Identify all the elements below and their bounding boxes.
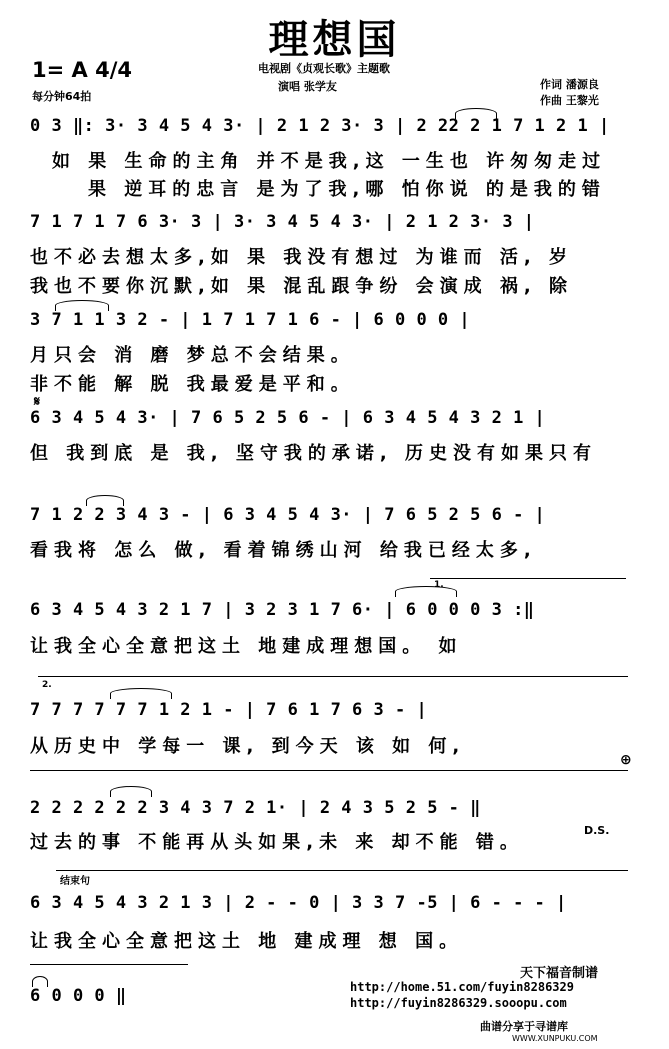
segno-mark: 𝄋 xyxy=(34,394,41,410)
score-row-4-notes: 6 3 4 5 4 3· | 7 6 5 2 5 6 - | 6 3 4 5 4 3 2 1 | xyxy=(30,408,546,428)
volta-1-label: 1. xyxy=(434,580,444,590)
watermark-site: WWW.XUNPUKU.COM xyxy=(512,1034,598,1043)
slur-mark xyxy=(395,586,457,597)
score-row-1-lyric-verse2: 果 逆耳的忠言 是为了我,哪 怕你说 的是我的错 xyxy=(88,179,606,200)
score-row-1-notes: 0 3 ‖: 3· 3 4 5 4 3· | 2 1 2 3· 3 | 2 22 2 1 7 1 2 1 | xyxy=(30,116,610,136)
slur-mark xyxy=(86,495,124,506)
score-row-7-notes: 7 7 7 7 7 7 1 2 1 - | 7 6 1 7 6 3 - | xyxy=(30,700,428,720)
score-row-6-lyric: 让我全心全意把这土 地建成理想国。 如 xyxy=(30,636,463,657)
score-row-3-lyric-verse1: 月只会 消 磨 梦总不会结果。 xyxy=(30,345,355,366)
slur-mark xyxy=(110,688,172,699)
volta-1-bracket xyxy=(430,578,626,579)
score-row-5-lyric: 看我将 怎么 做, 看着锦绣山河 给我已经太多, xyxy=(30,540,537,561)
score-row-2-lyric-verse1: 也不必去想太多,如 果 我没有想过 为谁而 活, 岁 xyxy=(30,247,574,268)
volta-2-bracket xyxy=(38,676,628,677)
section-divider xyxy=(30,770,628,771)
publisher-brand: 天下福音制谱 xyxy=(520,966,599,981)
score-row-7-lyric: 从历史中 学每一 课, 到今天 该 如 何, xyxy=(30,736,466,757)
score-row-2-lyric-verse2: 我也不要你沉默,如 果 混乱跟争纷 会演成 祸, 除 xyxy=(30,276,574,297)
score-row-3-notes: 3 7 1 1 3 2 - | 1 7 1 7 1 6 - | 6 0 0 0 | xyxy=(30,310,471,330)
score-row-4-lyric: 但 我到底 是 我, 坚守我的承诺, 历史没有如果只有 xyxy=(30,443,598,464)
watermark-text: 曲谱分享于寻谱库 xyxy=(480,1020,568,1033)
score-row-1-lyric-verse1: 如 果 生命的主角 并不是我,这 一生也 许匆匆走过 xyxy=(52,151,607,172)
publisher-url-2: http://fuyin8286329.sooopu.com xyxy=(350,996,567,1010)
slur-mark xyxy=(110,786,152,797)
score-row-9-notes: 6 3 4 5 4 3 2 1 3 | 2 - - 0 | 3 3 7 -5 | 6 - - - | xyxy=(30,893,567,913)
slur-mark xyxy=(455,108,497,119)
score-row-9-lyric: 让我全心全意把这土 地 建成理 想 国。 xyxy=(30,931,464,952)
slur-mark xyxy=(55,300,109,311)
singer-credit: 演唱 张学友 xyxy=(278,80,337,93)
final-row-top-line xyxy=(30,964,188,965)
tempo-marking: 每分钟64拍 xyxy=(32,90,92,103)
score-row-8-lyric: 过去的事 不能再从头如果,未 来 却不能 错。 xyxy=(30,832,524,853)
lyricist-credit: 作词 潘源良 xyxy=(540,78,599,91)
composer-credit: 作曲 王黎光 xyxy=(540,94,599,107)
volta-2-label: 2. xyxy=(42,680,52,690)
score-row-2-notes: 7 1 7 1 7 6 3· 3 | 3· 3 4 5 4 3· | 2 1 2 3· 3 | xyxy=(30,212,535,232)
publisher-url-1: http://home.51.com/fuyin8286329 xyxy=(350,980,574,994)
subtitle: 电视剧《贞观长歌》主题歌 xyxy=(258,62,390,75)
score-row-8-notes: 2 2 2 2 2 2 3 4 3 7 2 1· | 2 4 3 5 2 5 - ‖ xyxy=(30,798,481,818)
ending-bracket xyxy=(56,870,628,871)
score-row-6-notes: 6 3 4 5 4 3 2 1 7 | 3 2 3 1 7 6· | 6 0 0 0 3 :‖ xyxy=(30,600,535,620)
score-row-3-lyric-verse2: 非不能 解 脱 我最爱是平和。 xyxy=(30,374,355,395)
key-signature: 1= A 4/4 xyxy=(32,58,132,82)
ds-mark: D.S. xyxy=(584,824,610,837)
ending-label: 结束句 xyxy=(60,876,90,887)
score-row-5-notes: 7 1 2 2 3 4 3 - | 6 3 4 5 4 3· | 7 6 5 2 5 6 - | xyxy=(30,505,546,525)
page-title: 理想国 xyxy=(268,17,401,63)
score-row-10-notes: 6 0 0 0 ‖ xyxy=(30,986,127,1006)
coda-mark: ⊕ xyxy=(620,752,632,768)
